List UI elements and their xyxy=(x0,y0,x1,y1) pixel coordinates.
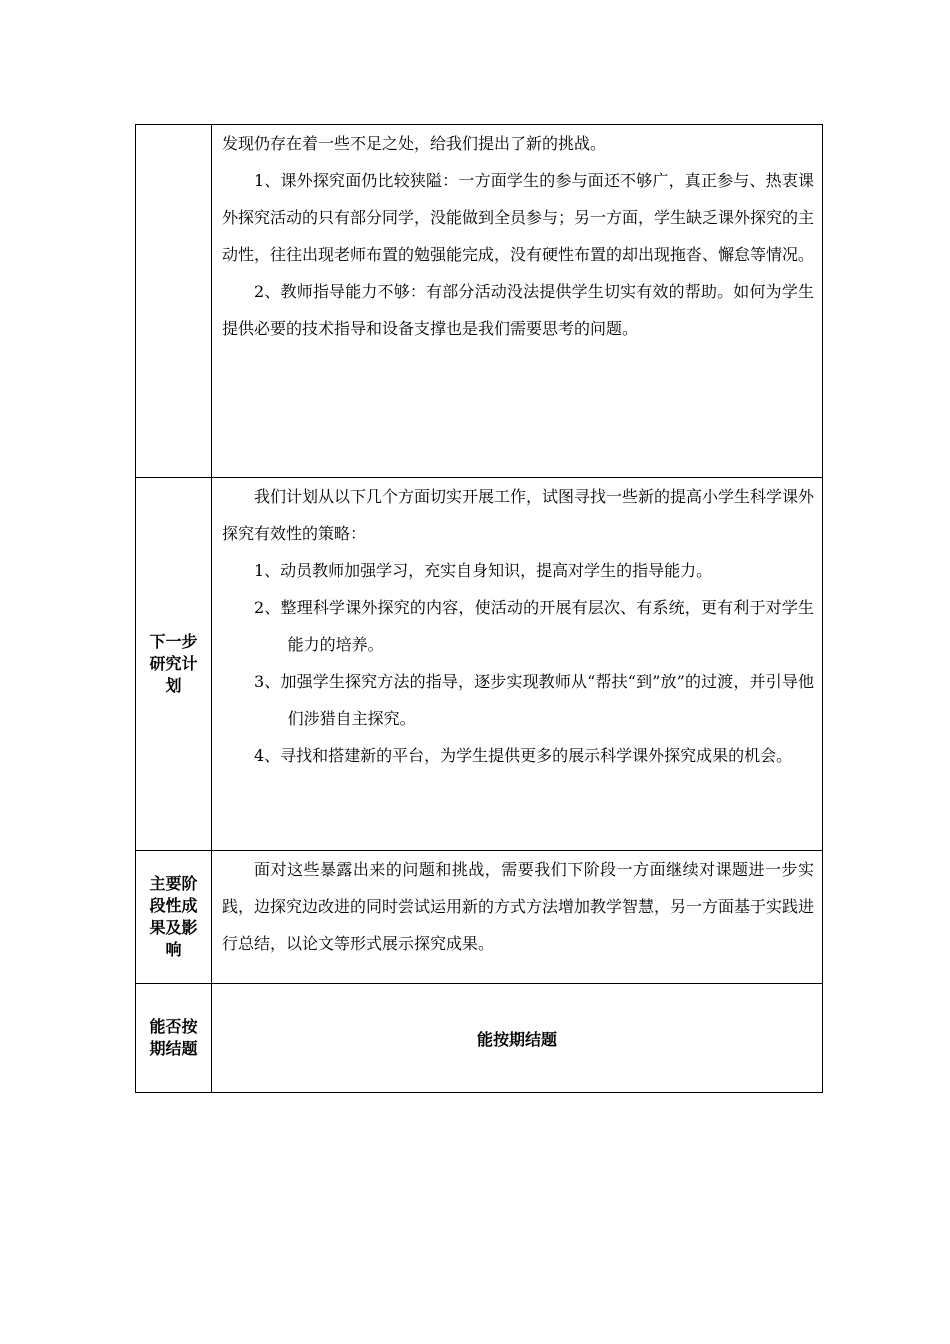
completion-value: 能按期结题 xyxy=(212,984,823,1093)
completion-label: 能否按 期结题 xyxy=(136,984,212,1093)
problem-item-1: 1、课外探究面仍比较狭隘：一方面学生的参与面还不够广，真正参与、热衷课外探究活动的只有部分同学，没能做到全员参与；另一方面，学生缺乏课外探究的主动性，往往出现老师布置的勉强能完成，没有硬性布置的却出现拖沓、懈怠等情况。 xyxy=(222,171,815,264)
next-plan-intro: 我们计划从以下几个方面切实开展工作，试图寻找一些新的提高小学生科学课外探究有效性的策略： xyxy=(222,487,815,543)
plan-item: 1、动员教师加强学习，充实自身知识，提高对学生的指导能力。 xyxy=(254,561,713,580)
row-results xyxy=(136,851,823,984)
plan-item: 2、整理科学课外探究的内容，使活动的开展有层次、有系统，更有利于对学生能力的培养。 xyxy=(254,598,814,654)
problem-item-2: 2、教师指导能力不够：有部分活动没法提供学生切实有效的帮助。如何为学生提供必要的技术指导和设备支撑也是我们需要思考的问题。 xyxy=(222,282,814,338)
next-plan-label: 下一步 研究计 划 xyxy=(136,478,212,851)
results-label: 主要阶 段性成 果及影 响 xyxy=(136,851,212,984)
row-problems xyxy=(136,125,823,478)
next-plan-content xyxy=(212,478,823,851)
row-completion xyxy=(136,984,823,1093)
report-table xyxy=(135,124,823,1093)
plan-item: 4、寻找和搭建新的平台，为学生提供更多的展示科学课外探究成果的机会。 xyxy=(254,746,793,765)
row-next-plan xyxy=(136,478,823,851)
results-content xyxy=(212,851,823,984)
results-text: 面对这些暴露出来的问题和挑战，需要我们下阶段一方面继续对课题进一步实践，边探究边改进的同时尝试运用新的方式方法增加教学智慧，另一方面基于实践进行总结，以论文等形式展示探究成果。 xyxy=(222,860,815,953)
problems-content xyxy=(212,125,823,478)
row-label-empty xyxy=(136,125,212,478)
plan-item: 3、加强学生探究方法的指导，逐步实现教师从“帮扶“到”放”的过渡，并引导他们涉猎自主探究。 xyxy=(254,672,814,728)
problems-lead: 发现仍存在着一些不足之处，给我们提出了新的挑战。 xyxy=(222,134,607,153)
